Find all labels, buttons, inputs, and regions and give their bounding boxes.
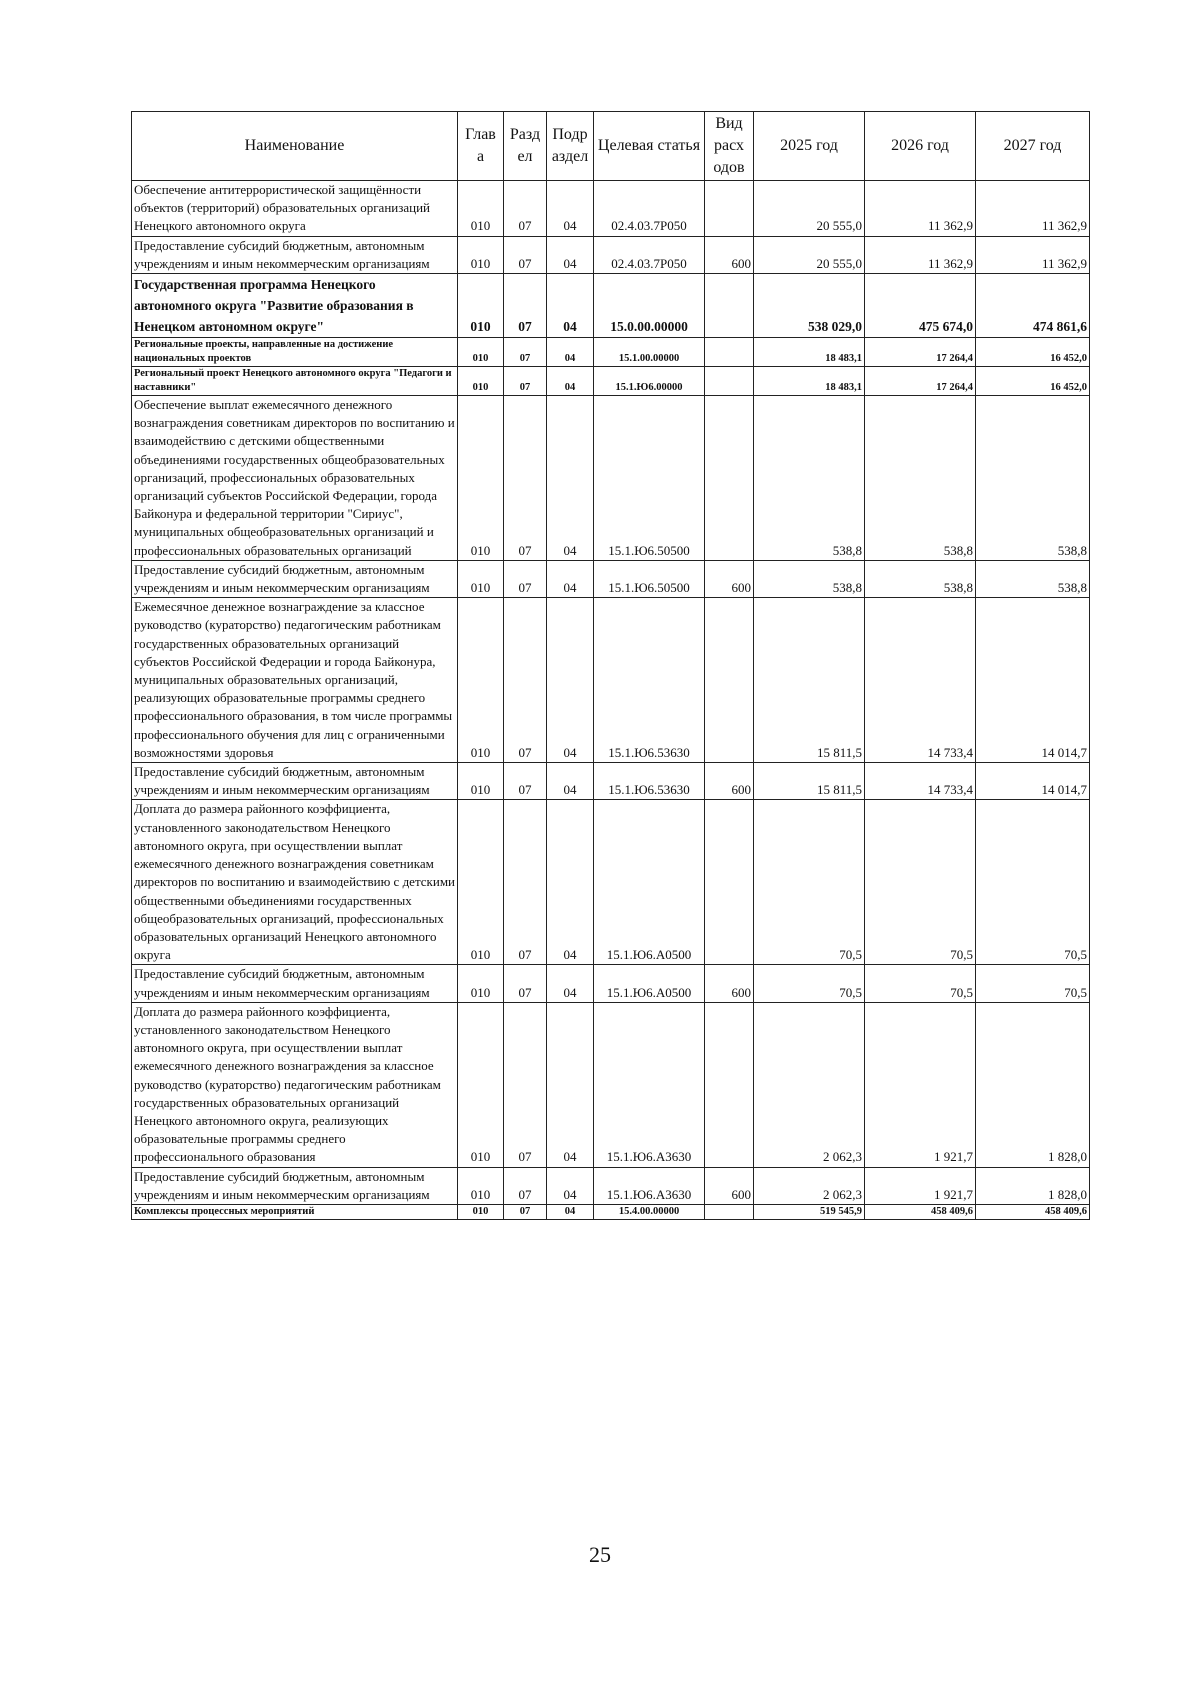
row-razdel: 07 [504,181,547,237]
header-target: Целевая статья [594,112,705,181]
header-podrazdel: Подр аздел [547,112,594,181]
row-2025: 15 811,5 [754,598,865,763]
row-glava: 010 [458,763,504,800]
row-2027: 1 828,0 [976,1002,1090,1167]
table-row [132,1204,1090,1219]
row-2027: 538,8 [976,396,1090,561]
row-2025: 70,5 [754,800,865,965]
row-podrazdel: 04 [547,800,594,965]
header-vid: Вид расх одов [705,112,754,181]
row-razdel: 07 [504,560,547,597]
row-2027: 11 362,9 [976,181,1090,237]
row-2026: 70,5 [865,965,976,1002]
row-name: Региональный проект Ненецкого автономного округа "Педагоги и наставники" [132,367,458,396]
page-number: 25 [589,1542,611,1567]
row-target: 15.1.Ю6.А0500 [594,800,705,965]
table-row [132,560,1090,597]
row-target: 15.1.Ю6.А3630 [594,1167,705,1204]
row-2025: 18 483,1 [754,338,865,367]
row-target: 15.1.Ю6.50500 [594,396,705,561]
row-name: Предоставление субсидий бюджетным, автономным учреждениям и иным некоммерческим организациям [132,560,458,597]
table-row [132,598,1090,763]
row-2026: 538,8 [865,396,976,561]
row-razdel: 07 [504,800,547,965]
row-vid: 600 [705,560,754,597]
row-2026: 14 733,4 [865,598,976,763]
row-glava: 010 [458,1167,504,1204]
row-podrazdel: 04 [547,965,594,1002]
row-2025: 70,5 [754,965,865,1002]
row-2025: 2 062,3 [754,1167,865,1204]
row-2026: 458 409,6 [865,1204,976,1219]
row-vid: 600 [705,965,754,1002]
table-row [132,1167,1090,1204]
table-row [132,763,1090,800]
budget-table [131,111,1090,1220]
row-glava: 010 [458,800,504,965]
row-vid [705,274,754,338]
row-podrazdel: 04 [547,1204,594,1219]
row-glava: 010 [458,396,504,561]
row-vid [705,800,754,965]
row-name: Предоставление субсидий бюджетным, автономным учреждениям и иным некоммерческим организациям [132,236,458,273]
row-glava: 010 [458,560,504,597]
row-target: 15.1.00.00000 [594,338,705,367]
row-2026: 1 921,7 [865,1167,976,1204]
row-2025: 2 062,3 [754,1002,865,1167]
row-vid [705,396,754,561]
row-name: Предоставление субсидий бюджетным, автономным учреждениям и иным некоммерческим организациям [132,1167,458,1204]
row-razdel: 07 [504,1167,547,1204]
row-vid [705,1002,754,1167]
row-glava: 010 [458,598,504,763]
row-2026: 538,8 [865,560,976,597]
row-vid [705,598,754,763]
table-row [132,965,1090,1002]
row-2025: 15 811,5 [754,763,865,800]
row-2026: 11 362,9 [865,181,976,237]
row-2027: 1 828,0 [976,1167,1090,1204]
row-name: Доплата до размера районного коэффициента, установленного законодательством Ненецкого автономного округа, при осуществлении выплат ежемесячного денежного вознаграждения за классное руководство (кураторство) педагогическим работникам государственных образовательных организаций Ненецкого автономного округа, реализующих образовательные программы среднего профессионального образования [132,1002,458,1167]
row-2027: 14 014,7 [976,763,1090,800]
row-podrazdel: 04 [547,181,594,237]
row-name: Комплексы процессных мероприятий [132,1204,458,1219]
row-razdel: 07 [504,396,547,561]
row-podrazdel: 04 [547,598,594,763]
row-name: Предоставление субсидий бюджетным, автономным учреждениям и иным некоммерческим организациям [132,965,458,1002]
row-2026: 11 362,9 [865,236,976,273]
row-glava: 010 [458,367,504,396]
row-2025: 20 555,0 [754,236,865,273]
table-row [132,236,1090,273]
row-vid [705,181,754,237]
row-podrazdel: 04 [547,396,594,561]
row-name: Обеспечение антитеррористической защищённости объектов (территорий) образовательных организаций Ненецкого автономного округа [132,181,458,237]
row-name: Государственная программа Ненецкого автономного округа "Развитие образования в Ненецком автономном округе" [132,274,458,338]
row-2027: 474 861,6 [976,274,1090,338]
row-podrazdel: 04 [547,367,594,396]
row-podrazdel: 04 [547,1167,594,1204]
header-razdel: Разд ел [504,112,547,181]
table-row [132,274,1090,338]
row-target: 15.1.Ю6.50500 [594,560,705,597]
row-2025: 538 029,0 [754,274,865,338]
header-2027: 2027 год [976,112,1090,181]
row-glava: 010 [458,181,504,237]
row-glava: 010 [458,1002,504,1167]
row-target: 15.1.Ю6.53630 [594,763,705,800]
row-razdel: 07 [504,763,547,800]
row-target: 15.4.00.00000 [594,1204,705,1219]
row-2027: 70,5 [976,800,1090,965]
row-2025: 519 545,9 [754,1204,865,1219]
row-target: 15.1.Ю6.А0500 [594,965,705,1002]
row-vid: 600 [705,236,754,273]
row-glava: 010 [458,338,504,367]
row-podrazdel: 04 [547,274,594,338]
table-row [132,1002,1090,1167]
row-2026: 17 264,4 [865,338,976,367]
row-podrazdel: 04 [547,338,594,367]
row-glava: 010 [458,274,504,338]
row-razdel: 07 [504,598,547,763]
row-2027: 458 409,6 [976,1204,1090,1219]
row-razdel: 07 [504,367,547,396]
row-podrazdel: 04 [547,236,594,273]
row-target: 15.0.00.00000 [594,274,705,338]
row-2026: 17 264,4 [865,367,976,396]
row-name: Обеспечение выплат ежемесячного денежного вознаграждения советникам директоров по воспитанию и взаимодействию с детскими общественными объединениями государственных общеобразовательных организаций, профессиональных образовательных организаций субъектов Российской Федерации, города Байконура и федеральной территории "Сириус", муниципальных общеобразовательных организаций и профессиональных образовательных организаций [132,396,458,561]
row-target: 15.1.Ю6.00000 [594,367,705,396]
row-vid: 600 [705,1167,754,1204]
row-name: Доплата до размера районного коэффициента, установленного законодательством Ненецкого автономного округа, при осуществлении выплат ежемесячного денежного вознаграждения советникам директоров по воспитанию и взаимодействию с детскими общественными объединениями государственных общеобразовательных организаций, профессиональных образовательных организаций Ненецкого автономного округа [132,800,458,965]
row-2026: 475 674,0 [865,274,976,338]
table-row [132,338,1090,367]
row-2027: 14 014,7 [976,598,1090,763]
table-row [132,800,1090,965]
row-vid: 600 [705,763,754,800]
row-target: 15.1.Ю6.А3630 [594,1002,705,1167]
row-razdel: 07 [504,1002,547,1167]
row-target: 02.4.03.7Р050 [594,181,705,237]
header-name: Наименование [132,112,458,181]
row-2025: 538,8 [754,396,865,561]
row-razdel: 07 [504,274,547,338]
header-glava: Глав а [458,112,504,181]
row-glava: 010 [458,965,504,1002]
row-vid [705,367,754,396]
row-2026: 14 733,4 [865,763,976,800]
header-2025: 2025 год [754,112,865,181]
header-row [132,112,1090,181]
table-row [132,181,1090,237]
row-podrazdel: 04 [547,1002,594,1167]
row-2027: 70,5 [976,965,1090,1002]
row-2025: 538,8 [754,560,865,597]
row-name: Региональные проекты, направленные на достижение национальных проектов [132,338,458,367]
row-2025: 20 555,0 [754,181,865,237]
header-2026: 2026 год [865,112,976,181]
row-2026: 1 921,7 [865,1002,976,1167]
row-glava: 010 [458,1204,504,1219]
row-vid [705,1204,754,1219]
row-name: Ежемесячное денежное вознаграждение за классное руководство (кураторство) педагогическим работникам государственных образовательных организаций субъектов Российской Федерации и города Байконура, муниципальных образовательных организаций, реализующих образовательные программы среднего профессионального образования, в том числе программы профессионального обучения для лиц с ограниченными возможностями здоровья [132,598,458,763]
row-razdel: 07 [504,236,547,273]
row-razdel: 07 [504,1204,547,1219]
table-row [132,396,1090,561]
row-glava: 010 [458,236,504,273]
row-2027: 16 452,0 [976,367,1090,396]
table-row [132,367,1090,396]
row-target: 15.1.Ю6.53630 [594,598,705,763]
row-podrazdel: 04 [547,560,594,597]
row-razdel: 07 [504,965,547,1002]
row-2027: 11 362,9 [976,236,1090,273]
row-2027: 538,8 [976,560,1090,597]
row-2025: 18 483,1 [754,367,865,396]
row-razdel: 07 [504,338,547,367]
row-vid [705,338,754,367]
row-name: Предоставление субсидий бюджетным, автономным учреждениям и иным некоммерческим организациям [132,763,458,800]
row-2027: 16 452,0 [976,338,1090,367]
row-2026: 70,5 [865,800,976,965]
row-podrazdel: 04 [547,763,594,800]
row-target: 02.4.03.7Р050 [594,236,705,273]
